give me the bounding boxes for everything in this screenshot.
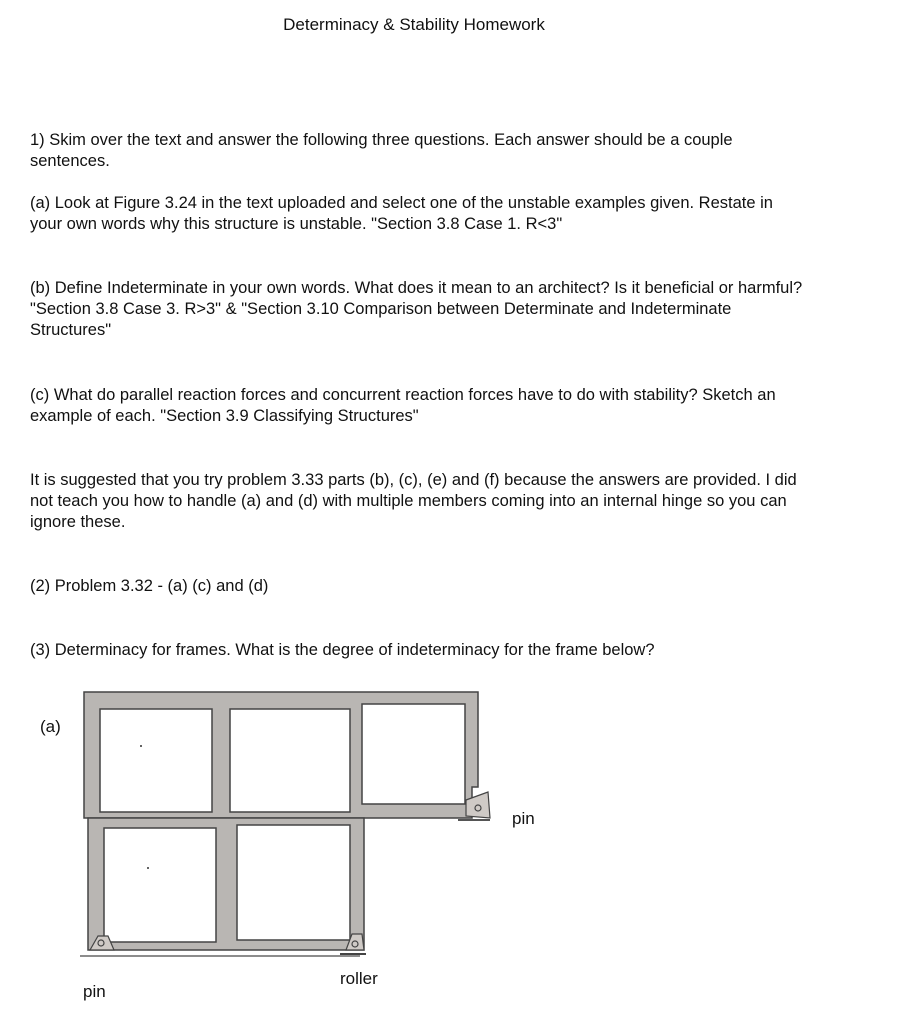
pin-label-left: pin	[83, 982, 106, 1001]
question-1b: (b) Define Indeterminate in your own words. What does it mean to an architect? Is it beneficial or harmful? "Section 3.8 Case 3. R>3" & "Section 3.10 Comparison between Determinate and Indeterminate Structures"	[30, 279, 803, 339]
frame-upper-row	[84, 692, 478, 818]
question-1c: (c) What do parallel reaction forces and concurrent reaction forces have to do with stability? Sketch an example of each. "Section 3.9 Classifying Structures"	[30, 386, 776, 425]
pin-label-right: pin	[512, 809, 535, 828]
question-1a: (a) Look at Figure 3.24 in the text uploaded and select one of the unstable examples given. Restate in your own words why this structure is unstable. "Section 3.8 Case 1. R<3"	[30, 194, 773, 233]
question-2: (2) Problem 3.32 - (a) (c) and (d)	[30, 577, 269, 595]
figure-part-label: (a)	[40, 717, 61, 736]
page-title: Determinacy & Stability Homework	[283, 15, 545, 34]
roller-label: roller	[340, 969, 378, 988]
suggestion-paragraph: It is suggested that you try problem 3.33 parts (b), (c), (e) and (f) because the answers are provided. I did not teach you how to handle (a) and (d) with multiple members coming into an internal hinge so you can ignore these.	[30, 471, 797, 531]
frame-lower-row	[88, 818, 364, 950]
question-1-intro: 1) Skim over the text and answer the following three questions. Each answer should be a couple sentences.	[30, 131, 733, 170]
question-3: (3) Determinacy for frames. What is the degree of indeterminacy for the frame below?	[30, 641, 655, 659]
